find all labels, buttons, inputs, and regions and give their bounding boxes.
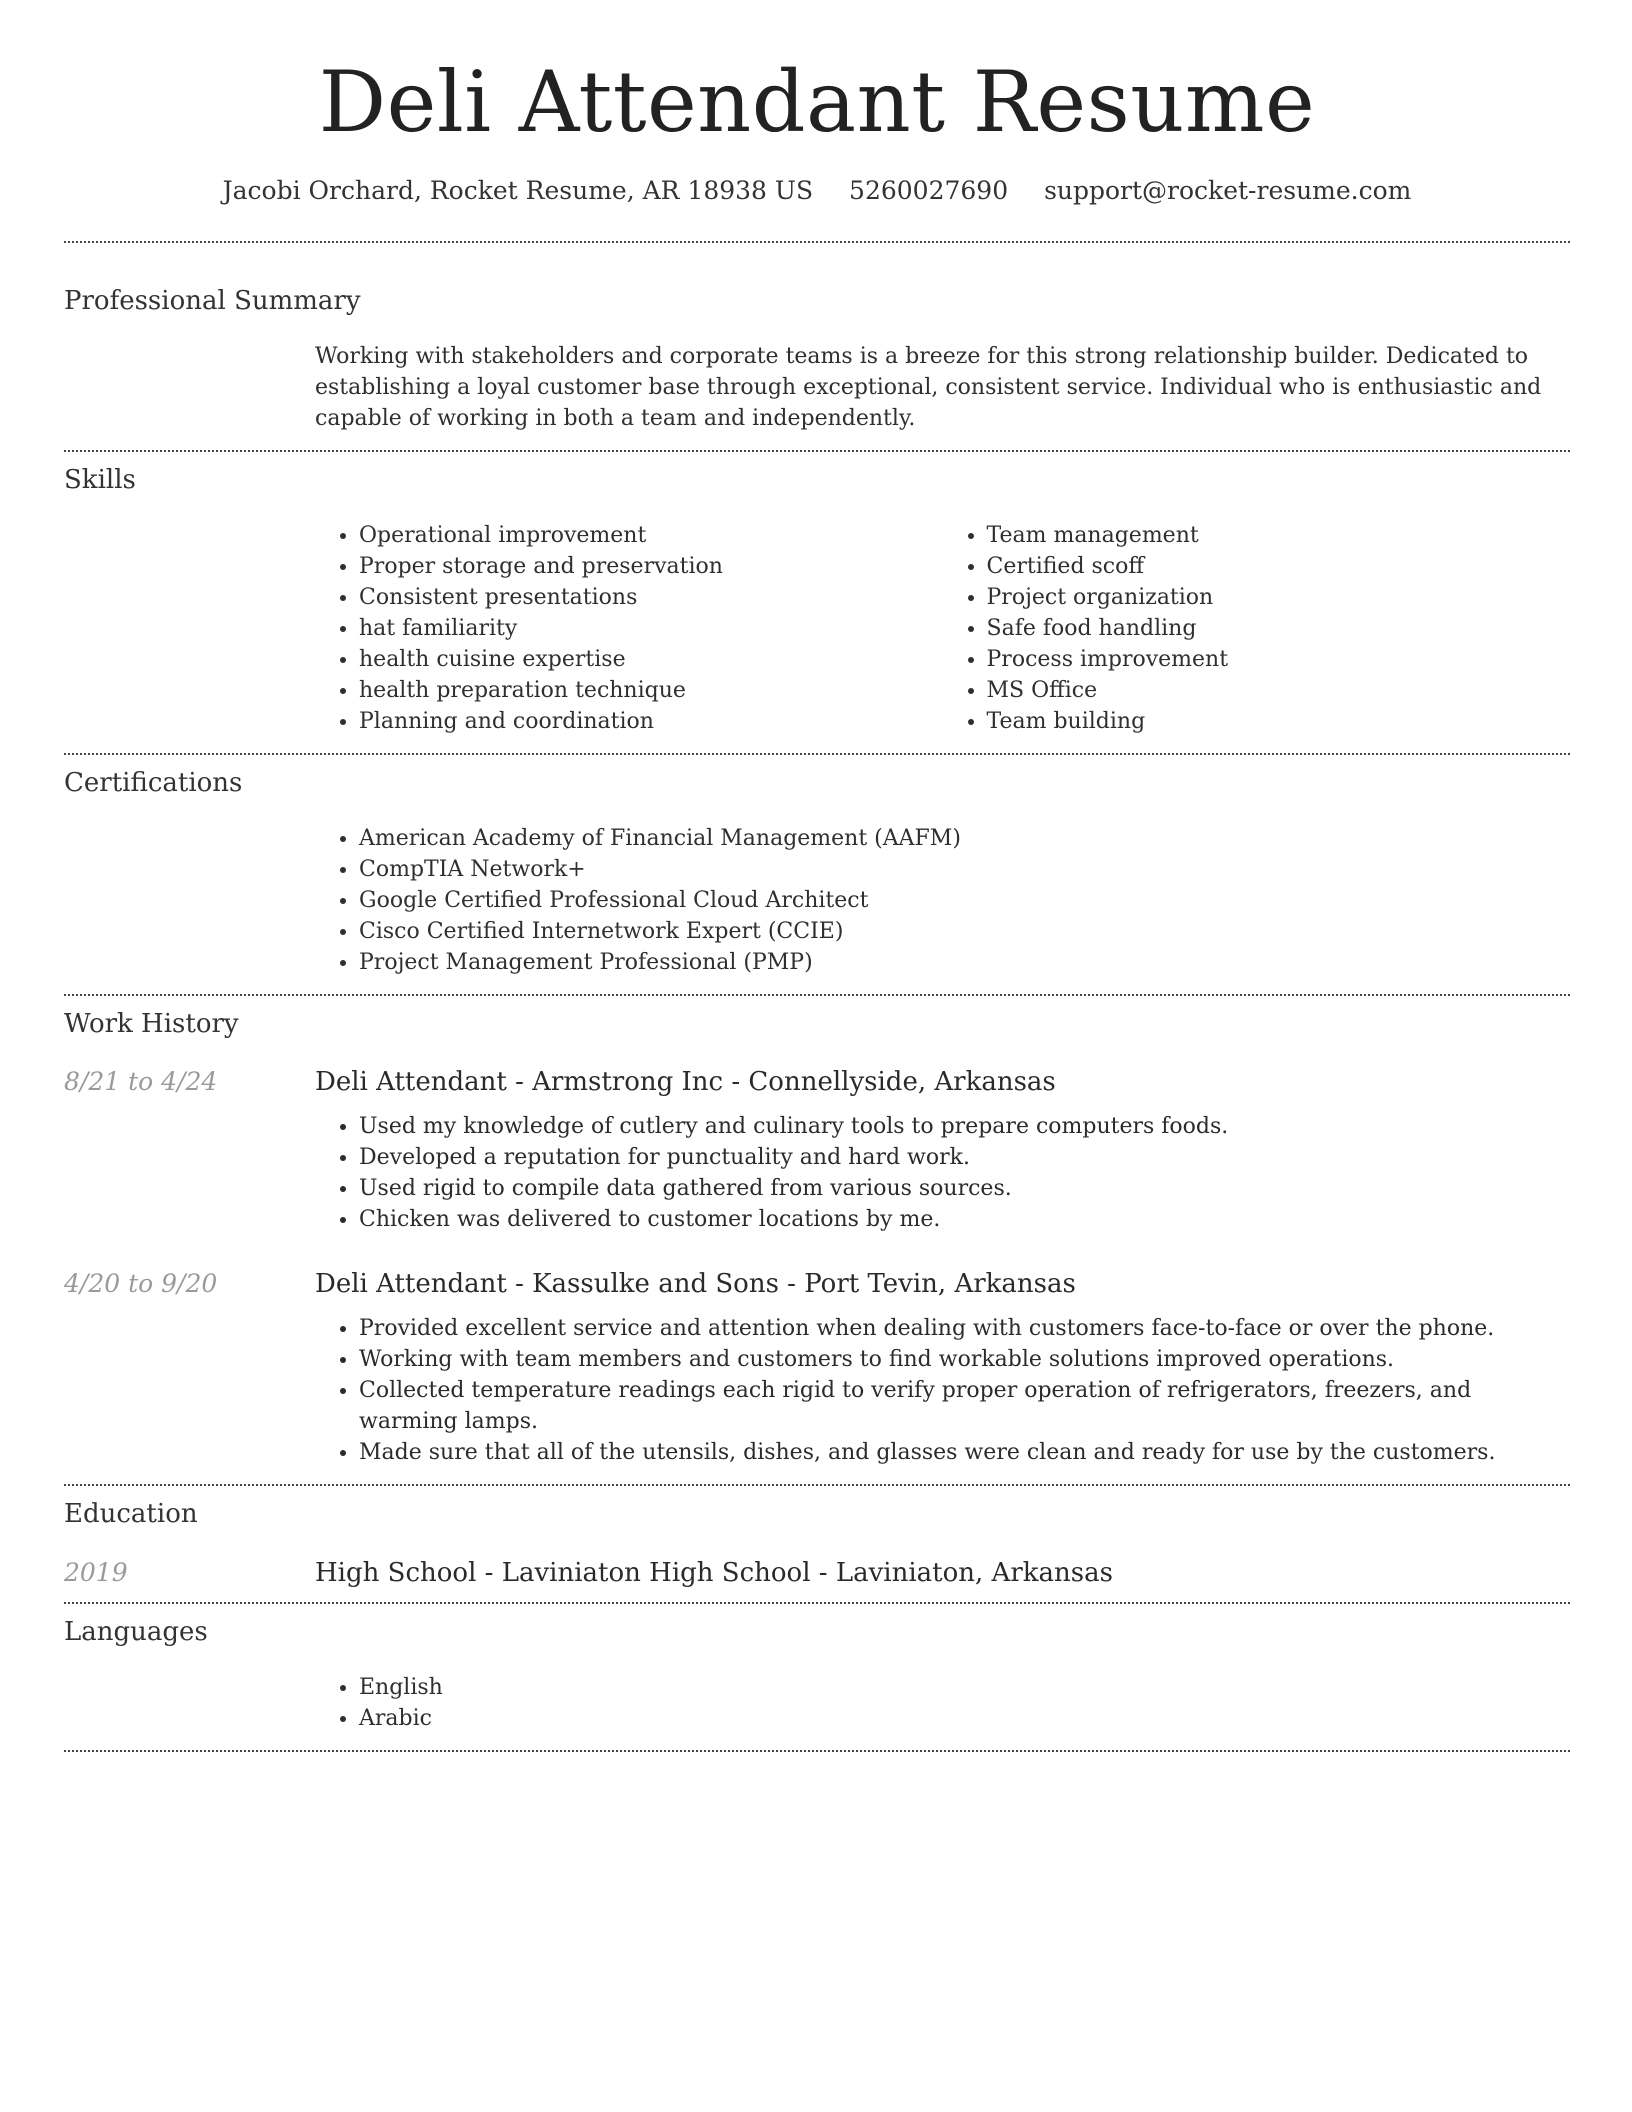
skill-item: • health cuisine expertise — [359, 644, 943, 675]
skill-item: • Team management — [987, 520, 1571, 551]
divider — [64, 450, 1570, 452]
certification-item: • Google Certified Professional Cloud Architect — [359, 885, 1570, 916]
divider — [64, 1750, 1570, 1752]
skill-item: • Planning and coordination — [359, 706, 943, 737]
summary-heading: Professional Summary — [64, 286, 361, 317]
education-heading: Education — [64, 1499, 198, 1530]
languages-list — [315, 1672, 1570, 1734]
job-bullet: • Collected temperature readings each rigid to verify proper operation of refrigerators, freezers, and warming lamps. — [359, 1375, 1570, 1437]
summary-text: Working with stakeholders and corporate teams is a breeze for this strong relationship builder. Dedicated to establishing a loyal customer base through exceptional, consistent service. Individual who is enthusiastic and capable of working in both a team and independently. — [315, 344, 1542, 432]
divider — [64, 1484, 1570, 1486]
summary-section — [64, 285, 1570, 434]
job-date: 4/20 to 9/20 — [64, 1269, 218, 1299]
skill-item: • Operational improvement — [359, 520, 943, 551]
languages-heading: Languages — [64, 1617, 208, 1648]
skill-item: • MS Office — [987, 675, 1571, 706]
languages-section — [64, 1616, 1570, 1734]
skills-list-right — [943, 520, 1571, 737]
divider — [64, 994, 1570, 996]
job-bullet-list — [315, 1313, 1570, 1468]
skills-heading: Skills — [64, 465, 136, 496]
education-title: High School - Laviniaton High School - Laviniaton, Arkansas — [315, 1558, 1113, 1589]
skill-item: • hat familiarity — [359, 613, 943, 644]
job-bullet: • Provided excellent service and attention when dealing with customers face-to-face or over the phone. — [359, 1313, 1570, 1344]
skill-item: • health preparation technique — [359, 675, 943, 706]
job-bullet: • Working with team members and customers to find workable solutions improved operations. — [359, 1344, 1570, 1375]
certifications-section — [64, 767, 1570, 978]
divider — [64, 1602, 1570, 1604]
contact-line — [64, 175, 1570, 208]
job-bullet: • Made sure that all of the utensils, dishes, and glasses were clean and ready for use by the customers. — [359, 1437, 1570, 1468]
skills-section — [64, 464, 1570, 737]
job-header — [64, 1067, 1570, 1097]
skill-item: • Consistent presentations — [359, 582, 943, 613]
certification-item: • CompTIA Network+ — [359, 854, 1570, 885]
work-heading: Work History — [64, 1008, 239, 1039]
job-bullet: • Used rigid to compile data gathered from various sources. — [359, 1173, 1570, 1204]
language-item: • Arabic — [359, 1703, 1570, 1734]
education-date: 2019 — [64, 1558, 128, 1588]
job-header — [64, 1269, 1570, 1299]
resume-title: Deli Attendant Resume — [318, 53, 1316, 151]
skill-item: • Safe food handling — [987, 613, 1571, 644]
certifications-list — [315, 823, 1570, 978]
job-entry — [64, 1269, 1570, 1468]
contact-phone: 5260027690 — [849, 175, 1009, 205]
job-bullet: • Used my knowledge of cutlery and culinary tools to prepare computers foods. — [359, 1111, 1570, 1142]
education-section — [64, 1498, 1570, 1588]
work-section — [64, 1008, 1570, 1469]
certification-item: • American Academy of Financial Management (AAFM) — [359, 823, 1570, 854]
job-entry — [64, 1067, 1570, 1235]
certifications-heading: Certifications — [64, 767, 243, 798]
job-bullet-list — [315, 1111, 1570, 1235]
skills-list-left — [315, 520, 943, 737]
education-entry — [64, 1558, 1570, 1588]
divider — [64, 241, 1570, 243]
skill-item: • Project organization — [987, 582, 1571, 613]
job-bullets — [315, 1111, 1570, 1235]
skills-columns — [315, 520, 1570, 737]
divider — [64, 753, 1570, 755]
skill-item: • Proper storage and preservation — [359, 551, 943, 582]
certification-item: • Project Management Professional (PMP) — [359, 947, 1570, 978]
skill-item: • Process improvement — [987, 644, 1571, 675]
skill-item: • Team building — [987, 706, 1571, 737]
job-bullet: • Developed a reputation for punctuality and hard work. — [359, 1142, 1570, 1173]
job-bullet: • Chicken was delivered to customer locations by me. — [359, 1204, 1570, 1235]
resume-page — [64, 0, 1570, 1752]
contact-email: support@rocket-resume.com — [1044, 175, 1412, 205]
contact-address: Jacobi Orchard, Rocket Resume, AR 18938 US — [222, 175, 814, 205]
languages-body — [315, 1672, 1570, 1734]
certifications-body — [315, 823, 1570, 978]
language-item: • English — [359, 1672, 1570, 1703]
skill-item: • Certified scoff — [987, 551, 1571, 582]
certification-item: • Cisco Certified Internetwork Expert (CCIE) — [359, 916, 1570, 947]
job-title: Deli Attendant - Armstrong Inc - Connellyside, Arkansas — [315, 1067, 1056, 1098]
job-title: Deli Attendant - Kassulke and Sons - Port Tevin, Arkansas — [315, 1269, 1076, 1300]
job-bullets — [315, 1313, 1570, 1468]
job-date: 8/21 to 4/24 — [64, 1067, 218, 1097]
